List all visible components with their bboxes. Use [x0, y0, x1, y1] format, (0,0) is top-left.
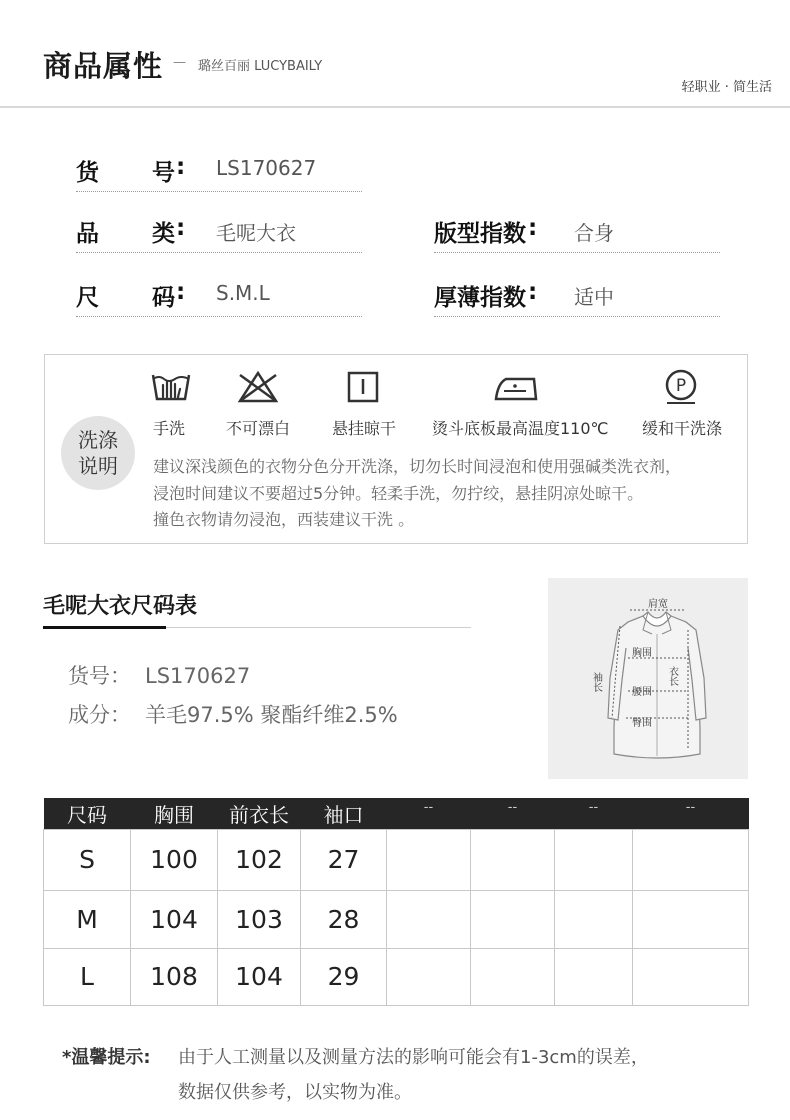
- table-cell: [471, 890, 555, 948]
- diagram-label-shoulder: 肩宽: [648, 599, 668, 610]
- page-title: 商品属性: [43, 49, 164, 83]
- attr-fit-index: [434, 213, 720, 253]
- table-header-cell: 袖口: [301, 798, 387, 829]
- table-header-cell: --: [387, 798, 471, 829]
- attr-value: S.M.L: [216, 281, 270, 305]
- size-chart-accent-bar: [43, 626, 166, 629]
- table-cell: 104: [218, 948, 301, 1005]
- wash-title-badge: [61, 416, 135, 490]
- attr-key: 尺: [76, 285, 99, 311]
- table-cell: 104: [131, 890, 218, 948]
- brand-tagline: 轻职业 · 简生活: [681, 80, 772, 95]
- header-divider: [0, 106, 790, 108]
- table-cell: 100: [131, 829, 218, 890]
- attr-size: [76, 277, 362, 317]
- attr-value: 毛呢大衣: [216, 221, 296, 245]
- table-cell: M: [44, 890, 131, 948]
- attr-value: LS170627: [216, 156, 317, 180]
- table-row: [44, 948, 749, 1005]
- wash-text-line: 建议深浅颜色的衣物分色分开洗涤，切勿长时间浸泡和使用强碱类洗衣剂，: [153, 457, 682, 476]
- attr-colon: :: [176, 215, 186, 241]
- coat-sketch: [548, 578, 748, 779]
- info-key: 成分：: [68, 703, 131, 727]
- wash-label: 不可漂白: [226, 419, 291, 438]
- diagram-label-chest: 胸围: [632, 648, 652, 659]
- table-cell: 103: [218, 890, 301, 948]
- diagram-label-length: 衣长: [666, 666, 678, 686]
- attr-key: 类: [152, 221, 175, 247]
- attr-colon: :: [528, 279, 538, 305]
- svg-text:P: P: [675, 376, 687, 396]
- size-info-material: [68, 699, 398, 729]
- table-cell: [387, 948, 471, 1005]
- table-row: [44, 890, 749, 948]
- table-cell: [633, 829, 749, 890]
- attr-category: [76, 213, 362, 253]
- table-header-cell: 尺码: [44, 798, 131, 829]
- wash-label: 烫斗底板最高温度110℃: [432, 419, 609, 438]
- table-cell: 27: [301, 829, 387, 890]
- attr-key: 号: [152, 160, 175, 186]
- wash-label: 缓和干洗涤: [642, 419, 723, 438]
- table-header-cell: 前衣长: [218, 798, 301, 829]
- iron-icon: [494, 369, 538, 405]
- table-cell: [633, 890, 749, 948]
- attr-key: 版型指数: [434, 221, 526, 247]
- table-cell: 102: [218, 829, 301, 890]
- notice-text-line: 由于人工测量以及测量方法的影响可能会有1-3cm的误差，: [178, 1047, 649, 1068]
- table-cell: L: [44, 948, 131, 1005]
- attr-thickness-index: [434, 277, 720, 317]
- table-cell: [387, 890, 471, 948]
- table-cell: [633, 948, 749, 1005]
- info-key: 货号：: [68, 664, 131, 688]
- size-chart-title: 毛呢大衣尺码表: [43, 594, 198, 619]
- table-cell: [387, 829, 471, 890]
- attr-key: 厚薄指数: [434, 285, 526, 311]
- wash-label: 悬挂晾干: [332, 419, 397, 438]
- table-cell: 108: [131, 948, 218, 1005]
- title-separator: —: [173, 55, 186, 70]
- table-row: [44, 829, 749, 890]
- size-table: [43, 798, 749, 1006]
- dry-clean-icon: [659, 369, 703, 405]
- diagram-label-waist: 腰围: [632, 687, 652, 698]
- brand-name: 璐丝百丽 LUCYBAILY: [198, 59, 323, 74]
- table-cell: 28: [301, 890, 387, 948]
- table-header-cell: --: [555, 798, 633, 829]
- table-cell: [471, 829, 555, 890]
- info-value: 羊毛97.5% 聚酯纤维2.5%: [145, 703, 398, 727]
- notice-label: *温馨提示:: [62, 1047, 151, 1068]
- table-header-row: [44, 798, 749, 829]
- wash-title-line: 说明: [78, 454, 118, 478]
- attr-value: 合身: [574, 221, 614, 245]
- table-cell: [555, 829, 633, 890]
- attr-key: 品: [76, 221, 99, 247]
- hand-wash-icon: [149, 369, 193, 405]
- attr-colon: :: [176, 279, 186, 305]
- table-cell: [471, 948, 555, 1005]
- attr-item-number: [76, 152, 362, 192]
- wash-title-line: 洗涤: [78, 428, 118, 452]
- garment-measurement-diagram: [548, 578, 748, 779]
- table-cell: 29: [301, 948, 387, 1005]
- notice-text-line: 数据仅供参考，以实物为准。: [178, 1082, 412, 1103]
- table-cell: [555, 948, 633, 1005]
- attr-value: 适中: [574, 285, 614, 309]
- diagram-label-sleeve: 袖长: [590, 672, 602, 692]
- table-cell: S: [44, 829, 131, 890]
- hang-dry-icon: [341, 369, 385, 405]
- attr-colon: :: [528, 215, 538, 241]
- table-header-cell: --: [471, 798, 555, 829]
- size-info-item-number: [68, 660, 250, 690]
- attr-key: 货: [76, 160, 99, 186]
- wash-text-line: 浸泡时间建议不要超过5分钟。轻柔手洗，勿拧绞，悬挂阴凉处晾干。: [153, 484, 644, 503]
- info-value: LS170627: [145, 664, 251, 688]
- table-header-cell: --: [633, 798, 749, 829]
- attr-key: 码: [152, 285, 175, 311]
- table-header-cell: 胸围: [131, 798, 218, 829]
- table-cell: [555, 890, 633, 948]
- attr-colon: :: [176, 154, 186, 180]
- diagram-label-hip: 臀围: [632, 718, 652, 729]
- wash-text-line: 撞色衣物请勿浸泡，西装建议干洗 。: [153, 510, 415, 529]
- no-bleach-icon: [236, 369, 280, 405]
- wash-label: 手洗: [153, 419, 186, 438]
- wash-instructions-box: [44, 354, 748, 544]
